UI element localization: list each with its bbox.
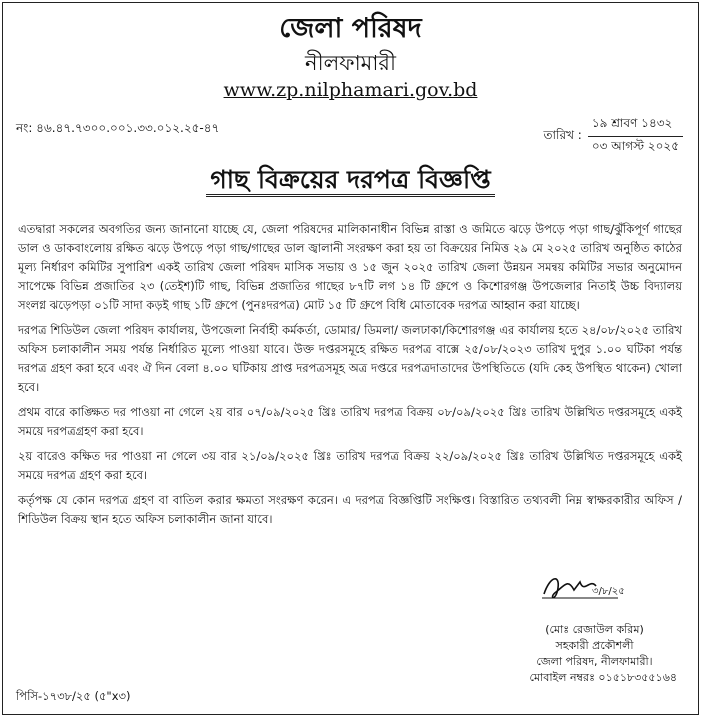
signatory-designation: সহকারী প্রকৌশলী	[555, 639, 634, 652]
paragraph-third-call: ২য় বারেও কক্ষিত দর পাওয়া না গেলে ৩য় বার ২১/০৯/২০২৫ খ্রিঃ তারিখ দরপত্র বিক্রয় ২২/০৯/২০২৫ খ্রিঃ তারিখ উল্লিখিত দপ্তরসমূহে একই সময়ে দরপত্র গ্রহণ করা হবে।	[18, 449, 682, 482]
memo-number: নং: ৪৬.৪৭.৭৩০০.০০১.৩৩.০১২.২৫-৪৭	[16, 121, 220, 135]
paragraph-schedule: দরপত্র শিডিউল জেলা পরিষদ কার্যালয়, উপজেলা নির্বাহী কর্মকর্তা, ডোমার/ ডিমলা/ জলঢাকা/কিশোরগঞ্জ এর কার্যালয় হতে ২৪/০৮/২০২৫ তারিখ অফিস চলাকালীন সময় পর্যন্ত নির্ধারিত মূল্যে পাওয়া যাবে। উক্ত দপ্তরসমূহে রক্ষিত দরপত্র বাক্সে ২৫/০৮/২০২৩ তারিখ দুপুর ১.০০ ঘটিকা পর্যন্ত দরপত্র গ্রহণ করা হবে এবং ঐ দিন বেলা ৪.০০ ঘটিকায় প্রাপ্ত দরপত্রসমূহ অত্র দপ্তরে দরপত্রদাতাদের উপস্থিতিতে (যদি কেহ উপস্থিত থাকেন) খোলা হবে।	[18, 323, 682, 394]
paragraph-second-call: প্রথম বারে কাঙ্ক্ষিত দর পাওয়া না গেলে ২য় বার ০৭/০৯/২০২৫ খ্রিঃ তারিখ দরপত্র বিক্রয় ০৮/০৯/২০২৫ খ্রিঃ তারিখ উল্লিখিত দপ্তরসমূহে একই সময়ে দরপত্রগ্রহণ করা হবে।	[18, 405, 682, 438]
paragraph-authority: কর্তৃপক্ষ যে কোন দরপত্র গ্রহণ বা বাতিল করার ক্ষমতা সংরক্ষণ করেন। এ দরপত্র বিজ্ঞপ্তিটি সংক্ষিপ্ত। বিস্তারিত তথ্যবলী নিম্ন স্বাক্ষরকারীর অফিস / শিডিউল বিক্রয় স্থান হতে অফিস চলাকালীন জানা যাবে।	[18, 493, 682, 526]
signature-block	[512, 622, 677, 686]
signature-date: ৩/৮/২৫	[592, 586, 625, 597]
office-title: জেলা পরিষদ	[279, 13, 422, 44]
date-label: তারিখ :	[543, 127, 582, 142]
signatory-mobile: মোবাইল নম্বরঃ ০১৫১৮৩৫৫১৬৪	[529, 671, 677, 684]
date-bangla: ১৯ শ্রাবণ ১৪৩২	[588, 114, 683, 137]
notice-title-text: গাছ বিক্রয়ের দরপত্র বিজ্ঞপ্তি	[206, 165, 494, 197]
date-box	[588, 114, 683, 159]
memo-date	[544, 114, 683, 159]
date-english: ০৩ আগস্ট ২০২৫	[591, 139, 679, 153]
signatory-name: (মোঃ রেজাউল করিম)	[545, 623, 644, 636]
notice-body	[18, 220, 682, 535]
website-link[interactable]: www.zp.nilphamari.gov.bd	[223, 79, 478, 101]
notice-title	[0, 160, 701, 203]
paragraph-announcement: এতদ্বারা সকলের অবগতির জন্য জানানো যাচ্ছে যে, জেলা পরিষদের মালিকানাধীন বিভিন্ন রাস্তা ও জমিতে ঝড়ে উপড়ে পড়া গাছ/ঝুঁকিপূর্ণ গাছের ডাল ও ডাকবাংলোয় রক্ষিত ঝড়ে উপড়ে পড়া গাছ/গাছের ডাল জ্বালানী সংরক্ষণ করা হয় তা বিক্রয়ের নিমিত্ত ২৯ মে ২০২৫ তারিখ অনুষ্ঠিত কাঠের মূল্য নির্ধারণ কমিটির সুপারিশ একই তারিখ জেলা পরিষদ মাসিক সভায় ও ১৫ জুন ২০২৫ তারিখ জেলা উন্নয়ন সমন্বয় কমিটির সভার অনুমোদন সাপেক্ষে বিভিন্ন প্রজাতির ২৩ (তেইশ)টি গাছ, বিভিন্ন প্রজাতির গাছের ৮৭টি লগ ১৪ টি গ্রুপে ও কিশোরগঞ্জ উপজেলার নিতাই উচ্চ বিদ্যালয় সংলগ্ন ঝড়েপড়া ০১টি সাদা কড়ই গাছ ১টি গ্রুপে (পুনঃদরপত্র) মোট ১৫ টি গ্রুপে বিধি মোতাবেক দরপত্র আহ্বান করা যাচ্ছে।	[18, 222, 682, 312]
signatory-office: জেলা পরিষদ, নীলফামারী।	[536, 655, 653, 668]
district-name: নীলফামারী	[305, 51, 396, 75]
publication-code: পিসি-১৭৩৮/২৫ (৫"x৩)	[16, 689, 131, 703]
handwritten-signature-icon	[540, 568, 625, 604]
